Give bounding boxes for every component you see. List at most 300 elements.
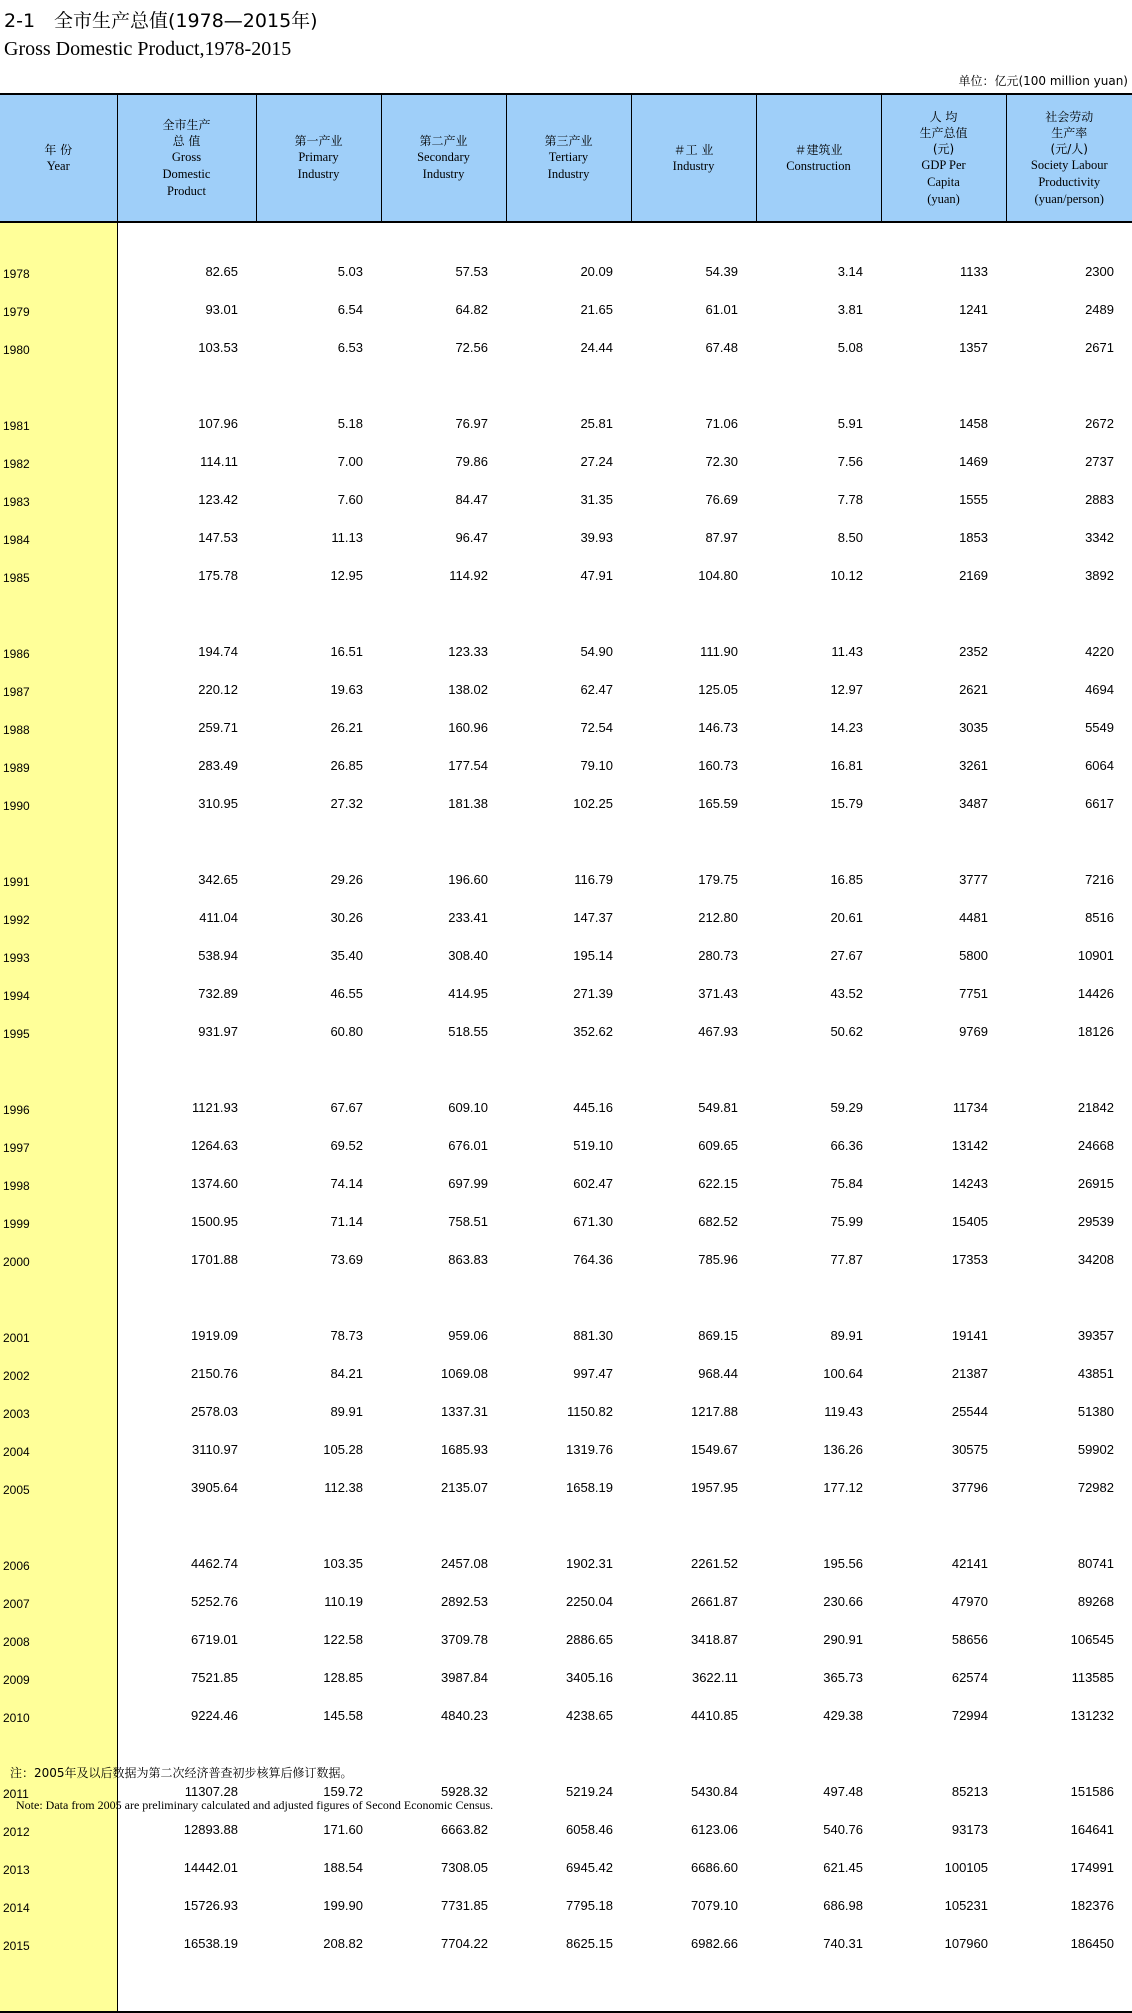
table-row bbox=[0, 1311, 1132, 1349]
value-cell: 1069.08 bbox=[381, 1349, 506, 1387]
value-cell: 93.01 bbox=[117, 285, 256, 323]
value-cell: 6617 bbox=[1006, 779, 1132, 817]
value-cell: 697.99 bbox=[381, 1159, 506, 1197]
value-cell: 72.56 bbox=[381, 323, 506, 361]
value-cell: 7.00 bbox=[256, 437, 381, 475]
value-cell: 25.81 bbox=[506, 399, 631, 437]
value-cell: 3110.97 bbox=[117, 1425, 256, 1463]
year-cell: 1984 bbox=[0, 513, 117, 551]
value-cell: 72.30 bbox=[631, 437, 756, 475]
value-cell: 67.48 bbox=[631, 323, 756, 361]
value-cell: 11734 bbox=[881, 1083, 1006, 1121]
value-cell: 15405 bbox=[881, 1197, 1006, 1235]
value-cell: 182376 bbox=[1006, 1881, 1132, 1919]
value-cell: 5.18 bbox=[256, 399, 381, 437]
spacer-cell bbox=[381, 1957, 506, 2012]
value-cell: 7731.85 bbox=[381, 1881, 506, 1919]
column-header bbox=[117, 94, 256, 222]
value-cell: 538.94 bbox=[117, 931, 256, 969]
spacer-cell bbox=[117, 817, 256, 855]
spacer-cell bbox=[506, 361, 631, 399]
value-cell: 8625.15 bbox=[506, 1919, 631, 1957]
value-cell: 1458 bbox=[881, 399, 1006, 437]
spacer-cell bbox=[881, 817, 1006, 855]
value-cell: 196.60 bbox=[381, 855, 506, 893]
year-cell: 2015 bbox=[0, 1919, 117, 1957]
value-cell: 195.14 bbox=[506, 931, 631, 969]
spacer-cell bbox=[881, 222, 1006, 247]
value-cell: 6058.46 bbox=[506, 1805, 631, 1843]
value-cell: 2300 bbox=[1006, 247, 1132, 285]
value-cell: 7216 bbox=[1006, 855, 1132, 893]
spacer-cell bbox=[117, 589, 256, 627]
column-header bbox=[0, 94, 117, 222]
value-cell: 145.58 bbox=[256, 1691, 381, 1729]
value-cell: 12.95 bbox=[256, 551, 381, 589]
value-cell: 14.23 bbox=[756, 703, 881, 741]
value-cell: 69.52 bbox=[256, 1121, 381, 1159]
year-cell: 1990 bbox=[0, 779, 117, 817]
value-cell: 1217.88 bbox=[631, 1387, 756, 1425]
value-cell: 31.35 bbox=[506, 475, 631, 513]
value-cell: 2135.07 bbox=[381, 1463, 506, 1501]
spacer-cell bbox=[881, 589, 1006, 627]
table-row bbox=[0, 1615, 1132, 1653]
year-cell: 1993 bbox=[0, 931, 117, 969]
value-cell: 467.93 bbox=[631, 1007, 756, 1045]
table-row bbox=[0, 931, 1132, 969]
value-cell: 116.79 bbox=[506, 855, 631, 893]
value-cell: 57.53 bbox=[381, 247, 506, 285]
value-cell: 123.33 bbox=[381, 627, 506, 665]
value-cell: 25544 bbox=[881, 1387, 1006, 1425]
value-cell: 181.38 bbox=[381, 779, 506, 817]
spacer-cell bbox=[1006, 1501, 1132, 1539]
column-header-cn: 年 份 bbox=[0, 142, 117, 158]
column-header-en: Secondary Industry bbox=[382, 149, 506, 183]
spacer-cell bbox=[756, 589, 881, 627]
value-cell: 6663.82 bbox=[381, 1805, 506, 1843]
column-header-en: Industry bbox=[632, 158, 756, 175]
spacer-cell bbox=[756, 222, 881, 247]
table-row bbox=[0, 1121, 1132, 1159]
year-cell: 2002 bbox=[0, 1349, 117, 1387]
table-row bbox=[0, 855, 1132, 893]
spacer-cell bbox=[1006, 1957, 1132, 2012]
year-cell: 2003 bbox=[0, 1387, 117, 1425]
value-cell: 195.56 bbox=[756, 1539, 881, 1577]
value-cell: 42141 bbox=[881, 1539, 1006, 1577]
value-cell: 621.45 bbox=[756, 1843, 881, 1881]
spacer-cell bbox=[506, 1501, 631, 1539]
column-header-cn: ＃建筑业 bbox=[757, 142, 881, 158]
spacer-cell bbox=[1006, 589, 1132, 627]
value-cell: 497.48 bbox=[756, 1767, 881, 1805]
spacer-cell bbox=[1006, 1729, 1132, 1767]
spacer-cell bbox=[756, 1729, 881, 1767]
value-cell: 2886.65 bbox=[506, 1615, 631, 1653]
value-cell: 5928.32 bbox=[381, 1767, 506, 1805]
value-cell: 7704.22 bbox=[381, 1919, 506, 1957]
year-cell: 2006 bbox=[0, 1539, 117, 1577]
value-cell: 131232 bbox=[1006, 1691, 1132, 1729]
value-cell: 2352 bbox=[881, 627, 1006, 665]
value-cell: 2261.52 bbox=[631, 1539, 756, 1577]
value-cell: 863.83 bbox=[381, 1235, 506, 1273]
value-cell: 93173 bbox=[881, 1805, 1006, 1843]
spacer-cell bbox=[506, 817, 631, 855]
value-cell: 79.86 bbox=[381, 437, 506, 475]
value-cell: 1357 bbox=[881, 323, 1006, 361]
value-cell: 13142 bbox=[881, 1121, 1006, 1159]
table-row bbox=[0, 1425, 1132, 1463]
header-row bbox=[0, 94, 1132, 222]
value-cell: 147.37 bbox=[506, 893, 631, 931]
value-cell: 5549 bbox=[1006, 703, 1132, 741]
value-cell: 3342 bbox=[1006, 513, 1132, 551]
year-cell: 2007 bbox=[0, 1577, 117, 1615]
value-cell: 6.53 bbox=[256, 323, 381, 361]
spacer-cell bbox=[756, 1045, 881, 1083]
table-row bbox=[0, 1691, 1132, 1729]
value-cell: 160.96 bbox=[381, 703, 506, 741]
column-header bbox=[1006, 94, 1132, 222]
value-cell: 4410.85 bbox=[631, 1691, 756, 1729]
value-cell: 61.01 bbox=[631, 285, 756, 323]
value-cell: 208.82 bbox=[256, 1919, 381, 1957]
value-cell: 9769 bbox=[881, 1007, 1006, 1045]
value-cell: 4462.74 bbox=[117, 1539, 256, 1577]
value-cell: 518.55 bbox=[381, 1007, 506, 1045]
spacer-cell bbox=[256, 1729, 381, 1767]
value-cell: 3418.87 bbox=[631, 1615, 756, 1653]
spacer-cell bbox=[756, 361, 881, 399]
value-cell: 1319.76 bbox=[506, 1425, 631, 1463]
value-cell: 72982 bbox=[1006, 1463, 1132, 1501]
year-cell: 2000 bbox=[0, 1235, 117, 1273]
spacer-cell bbox=[256, 1045, 381, 1083]
spacer-cell bbox=[0, 817, 117, 855]
column-header bbox=[256, 94, 381, 222]
group-gap-row bbox=[0, 1273, 1132, 1311]
value-cell: 16.51 bbox=[256, 627, 381, 665]
value-cell: 1555 bbox=[881, 475, 1006, 513]
table-row bbox=[0, 1463, 1132, 1501]
value-cell: 110.19 bbox=[256, 1577, 381, 1615]
value-cell: 26.85 bbox=[256, 741, 381, 779]
value-cell: 58656 bbox=[881, 1615, 1006, 1653]
value-cell: 74.14 bbox=[256, 1159, 381, 1197]
spacer-cell bbox=[631, 361, 756, 399]
footnote-english: Note: Data from 2005 are preliminary calculated and adjusted figures of Second Economic Census. bbox=[16, 1798, 493, 1813]
year-cell: 2012 bbox=[0, 1805, 117, 1843]
year-cell: 1986 bbox=[0, 627, 117, 665]
spacer-cell bbox=[256, 589, 381, 627]
value-cell: 79.10 bbox=[506, 741, 631, 779]
value-cell: 2883 bbox=[1006, 475, 1132, 513]
value-cell: 96.47 bbox=[381, 513, 506, 551]
value-cell: 968.44 bbox=[631, 1349, 756, 1387]
table-row bbox=[0, 741, 1132, 779]
spacer-cell bbox=[881, 1729, 1006, 1767]
spacer-cell bbox=[0, 1045, 117, 1083]
column-header-cn: 社会劳动 生产率 (元/人) bbox=[1007, 109, 1132, 157]
spacer-cell bbox=[881, 1501, 1006, 1539]
value-cell: 3987.84 bbox=[381, 1653, 506, 1691]
value-cell: 5.08 bbox=[756, 323, 881, 361]
value-cell: 5.91 bbox=[756, 399, 881, 437]
value-cell: 76.69 bbox=[631, 475, 756, 513]
value-cell: 2578.03 bbox=[117, 1387, 256, 1425]
value-cell: 280.73 bbox=[631, 931, 756, 969]
value-cell: 100105 bbox=[881, 1843, 1006, 1881]
value-cell: 66.36 bbox=[756, 1121, 881, 1159]
value-cell: 7521.85 bbox=[117, 1653, 256, 1691]
value-cell: 177.54 bbox=[381, 741, 506, 779]
value-cell: 54.39 bbox=[631, 247, 756, 285]
year-cell: 1991 bbox=[0, 855, 117, 893]
table-row bbox=[0, 285, 1132, 323]
value-cell: 113585 bbox=[1006, 1653, 1132, 1691]
spacer-cell bbox=[381, 222, 506, 247]
spacer-cell bbox=[881, 1273, 1006, 1311]
spacer-cell bbox=[1006, 817, 1132, 855]
value-cell: 1374.60 bbox=[117, 1159, 256, 1197]
group-gap-row bbox=[0, 1045, 1132, 1083]
table-row bbox=[0, 1653, 1132, 1691]
value-cell: 411.04 bbox=[117, 893, 256, 931]
column-header bbox=[756, 94, 881, 222]
column-header bbox=[881, 94, 1006, 222]
value-cell: 43851 bbox=[1006, 1349, 1132, 1387]
value-cell: 365.73 bbox=[756, 1653, 881, 1691]
value-cell: 1685.93 bbox=[381, 1425, 506, 1463]
table-title-chinese: 2-1 全市生产总值(1978—2015年) bbox=[4, 6, 318, 33]
value-cell: 4220 bbox=[1006, 627, 1132, 665]
spacer-cell bbox=[117, 1729, 256, 1767]
column-header-en: Year bbox=[0, 158, 117, 175]
value-cell: 18126 bbox=[1006, 1007, 1132, 1045]
table-row bbox=[0, 1843, 1132, 1881]
value-cell: 194.74 bbox=[117, 627, 256, 665]
value-cell: 30575 bbox=[881, 1425, 1006, 1463]
value-cell: 112.38 bbox=[256, 1463, 381, 1501]
value-cell: 82.65 bbox=[117, 247, 256, 285]
value-cell: 179.75 bbox=[631, 855, 756, 893]
year-cell: 2004 bbox=[0, 1425, 117, 1463]
value-cell: 7079.10 bbox=[631, 1881, 756, 1919]
value-cell: 77.87 bbox=[756, 1235, 881, 1273]
value-cell: 2672 bbox=[1006, 399, 1132, 437]
value-cell: 352.62 bbox=[506, 1007, 631, 1045]
value-cell: 16538.19 bbox=[117, 1919, 256, 1957]
column-header-cn: ＃工 业 bbox=[632, 142, 756, 158]
value-cell: 212.80 bbox=[631, 893, 756, 931]
value-cell: 21.65 bbox=[506, 285, 631, 323]
value-cell: 175.78 bbox=[117, 551, 256, 589]
spacer-cell bbox=[631, 222, 756, 247]
table-row bbox=[0, 1577, 1132, 1615]
value-cell: 24668 bbox=[1006, 1121, 1132, 1159]
value-cell: 29.26 bbox=[256, 855, 381, 893]
value-cell: 19141 bbox=[881, 1311, 1006, 1349]
value-cell: 54.90 bbox=[506, 627, 631, 665]
value-cell: 676.01 bbox=[381, 1121, 506, 1159]
table-row bbox=[0, 437, 1132, 475]
value-cell: 20.61 bbox=[756, 893, 881, 931]
column-header-en: Primary Industry bbox=[257, 149, 381, 183]
value-cell: 5.03 bbox=[256, 247, 381, 285]
value-cell: 15.79 bbox=[756, 779, 881, 817]
year-cell: 1998 bbox=[0, 1159, 117, 1197]
table-row bbox=[0, 513, 1132, 551]
column-header bbox=[631, 94, 756, 222]
value-cell: 177.12 bbox=[756, 1463, 881, 1501]
column-header bbox=[381, 94, 506, 222]
column-header bbox=[506, 94, 631, 222]
value-cell: 12893.88 bbox=[117, 1805, 256, 1843]
value-cell: 62574 bbox=[881, 1653, 1006, 1691]
value-cell: 24.44 bbox=[506, 323, 631, 361]
value-cell: 5430.84 bbox=[631, 1767, 756, 1805]
value-cell: 1133 bbox=[881, 247, 1006, 285]
value-cell: 106545 bbox=[1006, 1615, 1132, 1653]
table-row bbox=[0, 1159, 1132, 1197]
value-cell: 39357 bbox=[1006, 1311, 1132, 1349]
value-cell: 1469 bbox=[881, 437, 1006, 475]
value-cell: 125.05 bbox=[631, 665, 756, 703]
spacer-cell bbox=[1006, 1045, 1132, 1083]
value-cell: 186450 bbox=[1006, 1919, 1132, 1957]
value-cell: 230.66 bbox=[756, 1577, 881, 1615]
spacer-cell bbox=[0, 1957, 117, 2012]
value-cell: 60.80 bbox=[256, 1007, 381, 1045]
year-cell: 1981 bbox=[0, 399, 117, 437]
value-cell: 4481 bbox=[881, 893, 1006, 931]
value-cell: 233.41 bbox=[381, 893, 506, 931]
spacer-cell bbox=[256, 1501, 381, 1539]
spacer-cell bbox=[381, 361, 506, 399]
value-cell: 105231 bbox=[881, 1881, 1006, 1919]
year-cell: 1994 bbox=[0, 969, 117, 1007]
year-cell: 1982 bbox=[0, 437, 117, 475]
value-cell: 7795.18 bbox=[506, 1881, 631, 1919]
table-row bbox=[0, 703, 1132, 741]
value-cell: 682.52 bbox=[631, 1197, 756, 1235]
value-cell: 7.78 bbox=[756, 475, 881, 513]
group-gap-row bbox=[0, 361, 1132, 399]
value-cell: 6123.06 bbox=[631, 1805, 756, 1843]
column-header-cn: 第二产业 bbox=[382, 133, 506, 149]
group-gap-row bbox=[0, 817, 1132, 855]
value-cell: 290.91 bbox=[756, 1615, 881, 1653]
value-cell: 540.76 bbox=[756, 1805, 881, 1843]
footnote-chinese: 注：2005年及以后数据为第二次经济普查初步核算后修订数据。 bbox=[10, 1764, 353, 1781]
value-cell: 8.50 bbox=[756, 513, 881, 551]
year-cell: 1985 bbox=[0, 551, 117, 589]
value-cell: 1241 bbox=[881, 285, 1006, 323]
column-header-cn: 人 均 生产总值 (元) bbox=[882, 109, 1006, 157]
table-row bbox=[0, 1539, 1132, 1577]
value-cell: 27.32 bbox=[256, 779, 381, 817]
value-cell: 414.95 bbox=[381, 969, 506, 1007]
value-cell: 114.11 bbox=[117, 437, 256, 475]
group-gap-row bbox=[0, 1729, 1132, 1767]
spacer-cell bbox=[506, 1729, 631, 1767]
value-cell: 171.60 bbox=[256, 1805, 381, 1843]
value-cell: 869.15 bbox=[631, 1311, 756, 1349]
value-cell: 259.71 bbox=[117, 703, 256, 741]
value-cell: 84.47 bbox=[381, 475, 506, 513]
spacer-cell bbox=[631, 1729, 756, 1767]
value-cell: 2457.08 bbox=[381, 1539, 506, 1577]
value-cell: 59.29 bbox=[756, 1083, 881, 1121]
value-cell: 2250.04 bbox=[506, 1577, 631, 1615]
value-cell: 6.54 bbox=[256, 285, 381, 323]
year-cell: 2014 bbox=[0, 1881, 117, 1919]
value-cell: 3777 bbox=[881, 855, 1006, 893]
spacer-cell bbox=[881, 1957, 1006, 2012]
spacer-cell bbox=[381, 1273, 506, 1311]
value-cell: 71.14 bbox=[256, 1197, 381, 1235]
value-cell: 2169 bbox=[881, 551, 1006, 589]
year-cell: 1995 bbox=[0, 1007, 117, 1045]
value-cell: 46.55 bbox=[256, 969, 381, 1007]
value-cell: 164641 bbox=[1006, 1805, 1132, 1843]
value-cell: 20.09 bbox=[506, 247, 631, 285]
value-cell: 11.13 bbox=[256, 513, 381, 551]
value-cell: 549.81 bbox=[631, 1083, 756, 1121]
table-row bbox=[0, 627, 1132, 665]
spacer-cell bbox=[756, 817, 881, 855]
spacer-cell bbox=[256, 817, 381, 855]
value-cell: 89.91 bbox=[756, 1311, 881, 1349]
value-cell: 10901 bbox=[1006, 931, 1132, 969]
value-cell: 732.89 bbox=[117, 969, 256, 1007]
spacer-cell bbox=[256, 1273, 381, 1311]
value-cell: 6945.42 bbox=[506, 1843, 631, 1881]
table-row bbox=[0, 1007, 1132, 1045]
spacer-cell bbox=[756, 1501, 881, 1539]
value-cell: 85213 bbox=[881, 1767, 1006, 1805]
spacer-cell bbox=[381, 589, 506, 627]
value-cell: 107960 bbox=[881, 1919, 1006, 1957]
value-cell: 27.67 bbox=[756, 931, 881, 969]
value-cell: 16.85 bbox=[756, 855, 881, 893]
value-cell: 3.14 bbox=[756, 247, 881, 285]
value-cell: 47970 bbox=[881, 1577, 1006, 1615]
year-cell: 2008 bbox=[0, 1615, 117, 1653]
spacer-cell bbox=[256, 1957, 381, 2012]
value-cell: 3261 bbox=[881, 741, 1006, 779]
spacer-cell bbox=[506, 222, 631, 247]
value-cell: 128.85 bbox=[256, 1653, 381, 1691]
value-cell: 429.38 bbox=[756, 1691, 881, 1729]
value-cell: 7308.05 bbox=[381, 1843, 506, 1881]
value-cell: 2150.76 bbox=[117, 1349, 256, 1387]
value-cell: 1902.31 bbox=[506, 1539, 631, 1577]
value-cell: 2489 bbox=[1006, 285, 1132, 323]
value-cell: 50.62 bbox=[756, 1007, 881, 1045]
spacer-cell bbox=[0, 1729, 117, 1767]
value-cell: 764.36 bbox=[506, 1235, 631, 1273]
value-cell: 26915 bbox=[1006, 1159, 1132, 1197]
value-cell: 26.21 bbox=[256, 703, 381, 741]
value-cell: 147.53 bbox=[117, 513, 256, 551]
table-row bbox=[0, 665, 1132, 703]
value-cell: 89.91 bbox=[256, 1387, 381, 1425]
value-cell: 119.43 bbox=[756, 1387, 881, 1425]
